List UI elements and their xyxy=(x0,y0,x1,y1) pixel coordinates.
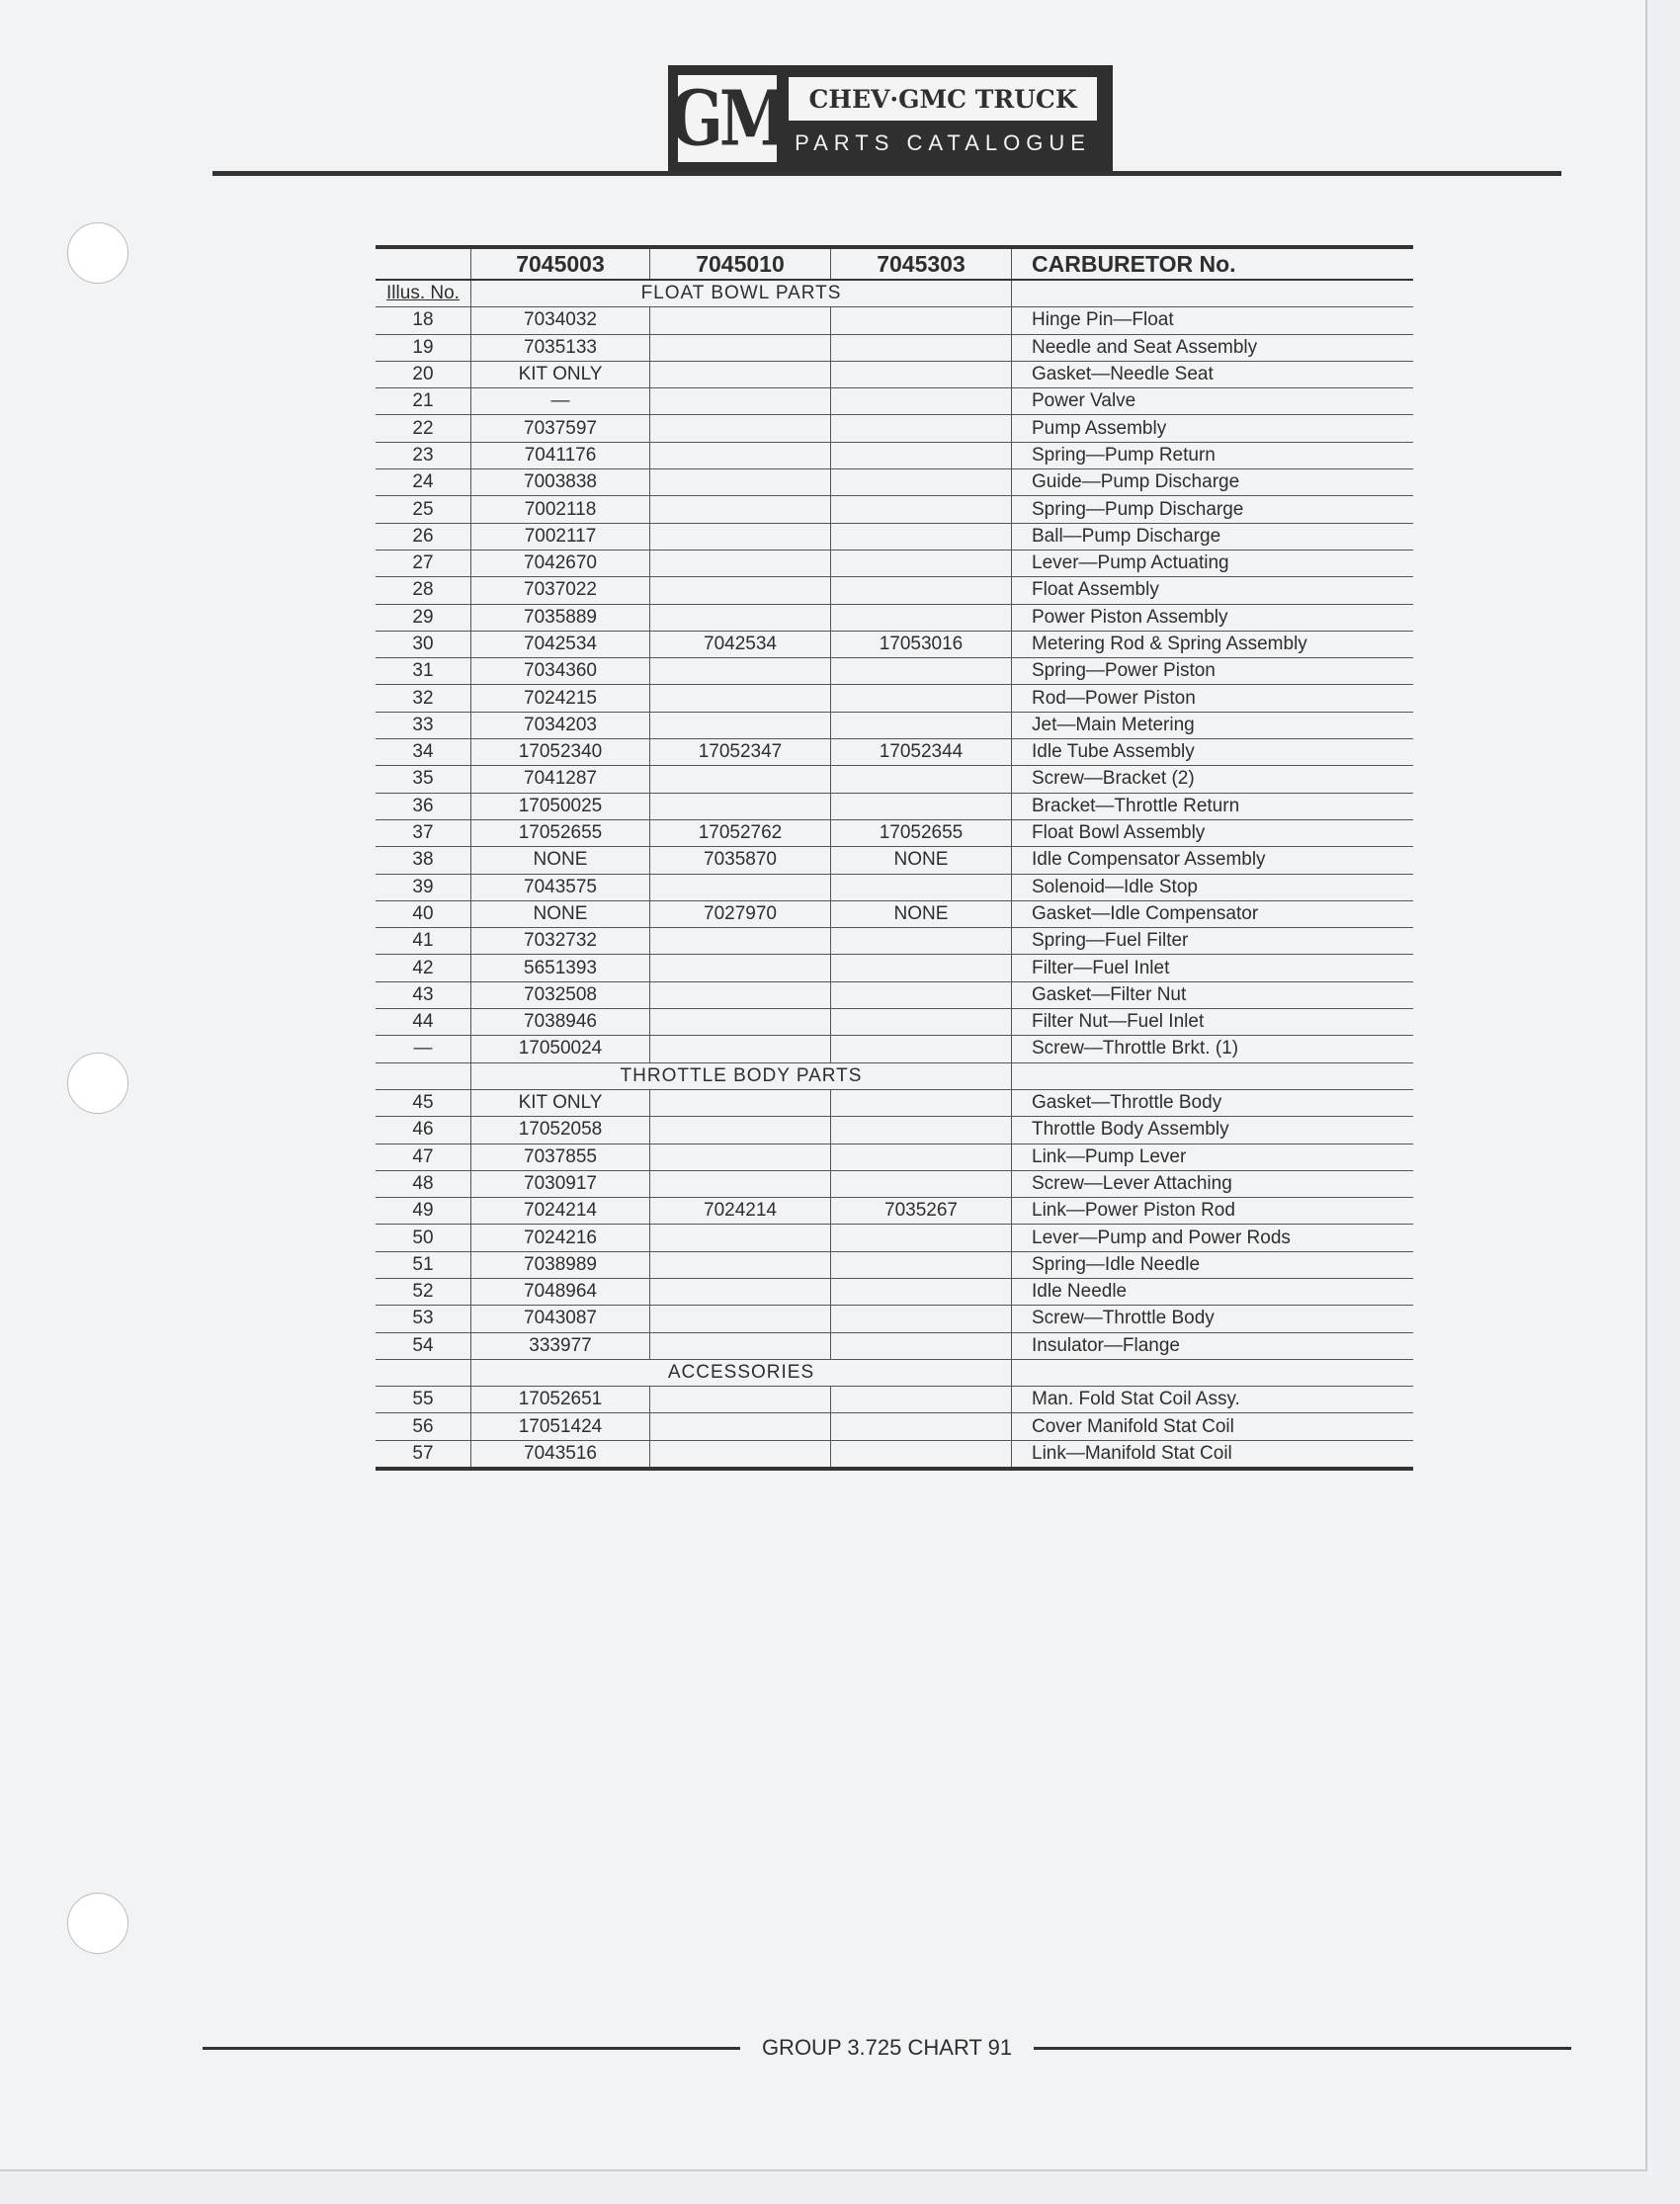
illus-no-cell: 44 xyxy=(376,1009,471,1036)
part-7045010-cell: 17052762 xyxy=(650,819,831,846)
illus-no-cell: 18 xyxy=(376,307,471,334)
part-7045010-cell xyxy=(650,550,831,576)
illus-no-cell: 42 xyxy=(376,955,471,981)
part-7045003-cell: 17051424 xyxy=(471,1413,650,1440)
section-right-cell xyxy=(1012,1062,1414,1089)
part-7045010-cell xyxy=(650,496,831,523)
part-7045303-cell xyxy=(831,1036,1012,1062)
description-cell: Cover Manifold Stat Coil xyxy=(1012,1413,1414,1440)
table-row xyxy=(376,1413,1413,1440)
description-cell: Idle Needle xyxy=(1012,1278,1414,1305)
illus-no-cell: 32 xyxy=(376,685,471,712)
part-7045010-cell xyxy=(650,658,831,685)
part-7045303-cell xyxy=(831,604,1012,631)
section-left-cell xyxy=(376,1062,471,1089)
table-row xyxy=(376,1009,1413,1036)
part-7045003-cell: 17050024 xyxy=(471,1036,650,1062)
description-cell: Power Valve xyxy=(1012,388,1414,415)
part-7045303-cell xyxy=(831,955,1012,981)
part-7045003-cell: 7035889 xyxy=(471,604,650,631)
part-7045010-cell xyxy=(650,604,831,631)
description-cell: Screw—Bracket (2) xyxy=(1012,766,1414,793)
part-7045010-cell xyxy=(650,928,831,955)
footer-label: GROUP 3.725 CHART 91 xyxy=(761,2035,1013,2060)
part-7045003-cell: 7024216 xyxy=(471,1225,650,1251)
description-cell: Solenoid—Idle Stop xyxy=(1012,874,1414,900)
illus-no-cell: 27 xyxy=(376,550,471,576)
part-7045003-cell: 17052340 xyxy=(471,739,650,766)
gm-logo-text: GM xyxy=(669,74,786,163)
part-7045010-cell: 7042534 xyxy=(650,631,831,657)
page-footer xyxy=(203,2028,1571,2068)
part-7045010-cell xyxy=(650,1089,831,1116)
description-cell: Link—Power Piston Rod xyxy=(1012,1198,1414,1225)
table-row xyxy=(376,1278,1413,1305)
part-7045010-cell: 7024214 xyxy=(650,1198,831,1225)
description-cell: Link—Manifold Stat Coil xyxy=(1012,1440,1414,1469)
table-row xyxy=(376,550,1413,576)
description-cell: Needle and Seat Assembly xyxy=(1012,334,1414,361)
description-cell: Metering Rod & Spring Assembly xyxy=(1012,631,1414,657)
table-row xyxy=(376,981,1413,1008)
part-7045010-cell xyxy=(650,1225,831,1251)
illus-no-cell: 38 xyxy=(376,847,471,874)
part-7045003-cell: 17052058 xyxy=(471,1117,650,1144)
part-7045003-cell: 7043575 xyxy=(471,874,650,900)
part-7045003-cell: 7038946 xyxy=(471,1009,650,1036)
illus-no-cell: 39 xyxy=(376,874,471,900)
description-cell: Bracket—Throttle Return xyxy=(1012,793,1414,819)
part-7045003-cell: 17052655 xyxy=(471,819,650,846)
part-7045303-cell: NONE xyxy=(831,847,1012,874)
part-7045010-cell xyxy=(650,1170,831,1197)
part-7045303-cell xyxy=(831,981,1012,1008)
footer-rule-left xyxy=(203,2047,740,2050)
part-7045010-cell xyxy=(650,1117,831,1144)
illus-no-cell: 20 xyxy=(376,361,471,387)
part-7045003-cell: NONE xyxy=(471,900,650,927)
part-7045303-cell xyxy=(831,874,1012,900)
section-row xyxy=(376,1062,1413,1089)
part-7045003-cell: 7034203 xyxy=(471,712,650,738)
part-7045003-cell: 7037855 xyxy=(471,1144,650,1170)
part-7045010-cell: 17052347 xyxy=(650,739,831,766)
part-7045003-cell: 7024215 xyxy=(471,685,650,712)
table-row xyxy=(376,388,1413,415)
illus-no-cell: 34 xyxy=(376,739,471,766)
part-7045003-cell: — xyxy=(471,388,650,415)
section-left-cell: Illus. No. xyxy=(376,280,471,307)
part-7045303-cell xyxy=(831,793,1012,819)
table-row xyxy=(376,928,1413,955)
table-row xyxy=(376,1036,1413,1062)
description-cell: Link—Pump Lever xyxy=(1012,1144,1414,1170)
description-cell: Spring—Fuel Filter xyxy=(1012,928,1414,955)
part-7045010-cell xyxy=(650,955,831,981)
part-7045303-cell: 17052655 xyxy=(831,819,1012,846)
part-7045303-cell xyxy=(831,712,1012,738)
table-row xyxy=(376,1144,1413,1170)
part-7045303-cell xyxy=(831,1413,1012,1440)
part-7045303-cell xyxy=(831,496,1012,523)
part-7045010-cell xyxy=(650,766,831,793)
description-cell: Screw—Lever Attaching xyxy=(1012,1170,1414,1197)
part-7045003-cell: 7024214 xyxy=(471,1198,650,1225)
description-cell: Spring—Idle Needle xyxy=(1012,1251,1414,1278)
description-cell: Idle Tube Assembly xyxy=(1012,739,1414,766)
binder-hole-middle xyxy=(67,1053,128,1114)
description-cell: Idle Compensator Assembly xyxy=(1012,847,1414,874)
part-7045010-cell xyxy=(650,523,831,550)
description-cell: Power Piston Assembly xyxy=(1012,604,1414,631)
table-row xyxy=(376,496,1413,523)
section-title: FLOAT BOWL PARTS xyxy=(471,280,1012,307)
gm-logo xyxy=(669,74,786,163)
description-cell: Spring—Pump Discharge xyxy=(1012,496,1414,523)
part-7045010-cell xyxy=(650,1144,831,1170)
illus-no-cell: 29 xyxy=(376,604,471,631)
table-row xyxy=(376,900,1413,927)
part-7045303-cell xyxy=(831,928,1012,955)
illus-no-cell: 55 xyxy=(376,1387,471,1413)
col-header-7045303: 7045303 xyxy=(831,247,1012,280)
illus-no-cell: 30 xyxy=(376,631,471,657)
table-row xyxy=(376,685,1413,712)
illus-no-cell: 23 xyxy=(376,442,471,468)
part-7045303-cell xyxy=(831,1089,1012,1116)
illus-no-cell: 28 xyxy=(376,577,471,604)
illus-no-cell: 40 xyxy=(376,900,471,927)
part-7045303-cell xyxy=(831,766,1012,793)
part-7045003-cell: 7034032 xyxy=(471,307,650,334)
part-7045003-cell: 7002117 xyxy=(471,523,650,550)
part-7045010-cell xyxy=(650,712,831,738)
header-rule xyxy=(212,171,1561,176)
description-cell: Gasket—Filter Nut xyxy=(1012,981,1414,1008)
section-right-cell xyxy=(1012,1359,1414,1386)
description-cell: Screw—Throttle Body xyxy=(1012,1306,1414,1332)
description-cell: Lever—Pump and Power Rods xyxy=(1012,1225,1414,1251)
part-7045003-cell: 7042670 xyxy=(471,550,650,576)
illus-no-cell: 51 xyxy=(376,1251,471,1278)
part-7045003-cell: 5651393 xyxy=(471,955,650,981)
table-row xyxy=(376,1170,1413,1197)
binder-hole-bottom xyxy=(67,1893,128,1954)
part-7045303-cell xyxy=(831,1387,1012,1413)
part-7045010-cell xyxy=(650,469,831,496)
col-header-7045003: 7045003 xyxy=(471,247,650,280)
part-7045003-cell: 17050025 xyxy=(471,793,650,819)
table-row xyxy=(376,604,1413,631)
table-row xyxy=(376,874,1413,900)
footer-rule-right xyxy=(1034,2047,1571,2050)
table-header-row xyxy=(376,247,1413,280)
table-row xyxy=(376,415,1413,442)
table-row xyxy=(376,307,1413,334)
part-7045010-cell xyxy=(650,415,831,442)
description-cell: Float Assembly xyxy=(1012,577,1414,604)
col-header-blank xyxy=(376,247,471,280)
part-7045303-cell xyxy=(831,361,1012,387)
section-left-cell xyxy=(376,1359,471,1386)
part-7045003-cell: 7043087 xyxy=(471,1306,650,1332)
section-title: ACCESSORIES xyxy=(471,1359,1012,1386)
part-7045303-cell xyxy=(831,1009,1012,1036)
part-7045003-cell: KIT ONLY xyxy=(471,1089,650,1116)
table-row xyxy=(376,631,1413,657)
description-cell: Filter Nut—Fuel Inlet xyxy=(1012,1009,1414,1036)
part-7045003-cell: 7041287 xyxy=(471,766,650,793)
description-cell: Guide—Pump Discharge xyxy=(1012,469,1414,496)
table-row xyxy=(376,334,1413,361)
part-7045003-cell: 7037597 xyxy=(471,415,650,442)
part-7045303-cell xyxy=(831,1278,1012,1305)
description-cell: Man. Fold Stat Coil Assy. xyxy=(1012,1387,1414,1413)
part-7045003-cell: 7003838 xyxy=(471,469,650,496)
description-cell: Gasket—Needle Seat xyxy=(1012,361,1414,387)
section-right-cell xyxy=(1012,280,1414,307)
part-7045010-cell xyxy=(650,388,831,415)
part-7045010-cell xyxy=(650,981,831,1008)
illus-no-cell: 57 xyxy=(376,1440,471,1469)
table-row xyxy=(376,819,1413,846)
description-cell: Rod—Power Piston xyxy=(1012,685,1414,712)
illus-no-cell: 43 xyxy=(376,981,471,1008)
part-7045303-cell: NONE xyxy=(831,900,1012,927)
part-7045010-cell xyxy=(650,1413,831,1440)
part-7045303-cell xyxy=(831,550,1012,576)
table-row xyxy=(376,469,1413,496)
part-7045003-cell: 7043516 xyxy=(471,1440,650,1469)
table-row xyxy=(376,955,1413,981)
illus-no-cell: 35 xyxy=(376,766,471,793)
part-7045003-cell: KIT ONLY xyxy=(471,361,650,387)
part-7045010-cell xyxy=(650,577,831,604)
illus-no-cell: 37 xyxy=(376,819,471,846)
description-cell: Ball—Pump Discharge xyxy=(1012,523,1414,550)
part-7045003-cell: NONE xyxy=(471,847,650,874)
part-7045003-cell: 7034360 xyxy=(471,658,650,685)
part-7045010-cell xyxy=(650,307,831,334)
part-7045010-cell xyxy=(650,685,831,712)
illus-no-cell: 26 xyxy=(376,523,471,550)
table-row xyxy=(376,523,1413,550)
table-row xyxy=(376,577,1413,604)
illus-no-cell: 53 xyxy=(376,1306,471,1332)
part-7045010-cell xyxy=(650,793,831,819)
part-7045303-cell xyxy=(831,334,1012,361)
part-7045303-cell xyxy=(831,442,1012,468)
description-cell: Pump Assembly xyxy=(1012,415,1414,442)
part-7045010-cell: 7035870 xyxy=(650,847,831,874)
part-7045303-cell xyxy=(831,1251,1012,1278)
part-7045303-cell: 7035267 xyxy=(831,1198,1012,1225)
table-row xyxy=(376,1225,1413,1251)
part-7045010-cell xyxy=(650,1251,831,1278)
illus-no-cell: 25 xyxy=(376,496,471,523)
part-7045010-cell xyxy=(650,442,831,468)
table-row xyxy=(376,361,1413,387)
part-7045003-cell: 7002118 xyxy=(471,496,650,523)
part-7045303-cell xyxy=(831,658,1012,685)
part-7045003-cell: 7048964 xyxy=(471,1278,650,1305)
illus-no-cell: 31 xyxy=(376,658,471,685)
part-7045003-cell: 7032508 xyxy=(471,981,650,1008)
part-7045003-cell: 7032732 xyxy=(471,928,650,955)
part-7045303-cell xyxy=(831,523,1012,550)
binder-hole-top xyxy=(67,222,128,284)
section-row xyxy=(376,280,1413,307)
description-cell: Float Bowl Assembly xyxy=(1012,819,1414,846)
part-7045303-cell xyxy=(831,1170,1012,1197)
description-cell: Throttle Body Assembly xyxy=(1012,1117,1414,1144)
part-7045010-cell xyxy=(650,1306,831,1332)
table-row xyxy=(376,1089,1413,1116)
section-title: THROTTLE BODY PARTS xyxy=(471,1062,1012,1089)
table-row xyxy=(376,712,1413,738)
description-cell: Filter—Fuel Inlet xyxy=(1012,955,1414,981)
description-cell: Gasket—Throttle Body xyxy=(1012,1089,1414,1116)
description-cell: Insulator—Flange xyxy=(1012,1332,1414,1359)
col-header-carburetor: CARBURETOR No. xyxy=(1012,247,1414,280)
part-7045003-cell: 7038989 xyxy=(471,1251,650,1278)
part-7045010-cell xyxy=(650,1440,831,1469)
gm-logo-header xyxy=(668,65,1113,172)
part-7045303-cell xyxy=(831,1332,1012,1359)
table-row xyxy=(376,766,1413,793)
part-7045010-cell xyxy=(650,334,831,361)
part-7045003-cell: 7035133 xyxy=(471,334,650,361)
table-row xyxy=(376,1251,1413,1278)
part-7045010-cell xyxy=(650,1387,831,1413)
illus-no-cell: 56 xyxy=(376,1413,471,1440)
part-7045303-cell xyxy=(831,685,1012,712)
table-row xyxy=(376,847,1413,874)
part-7045003-cell: 7037022 xyxy=(471,577,650,604)
part-7045003-cell: 17052651 xyxy=(471,1387,650,1413)
part-7045010-cell xyxy=(650,1332,831,1359)
part-7045010-cell: 7027970 xyxy=(650,900,831,927)
brand-title: CHEV·GMC TRUCK xyxy=(789,77,1097,121)
table-row xyxy=(376,739,1413,766)
parts-table xyxy=(376,245,1413,1471)
part-7045303-cell xyxy=(831,388,1012,415)
part-7045303-cell xyxy=(831,577,1012,604)
illus-no-cell: 48 xyxy=(376,1170,471,1197)
catalogue-subtitle: PARTS CATALOGUE xyxy=(795,130,1091,155)
part-7045303-cell xyxy=(831,1306,1012,1332)
illus-no-cell: 24 xyxy=(376,469,471,496)
part-7045303-cell xyxy=(831,415,1012,442)
part-7045303-cell xyxy=(831,1117,1012,1144)
illus-no-cell: 22 xyxy=(376,415,471,442)
table-row xyxy=(376,1387,1413,1413)
section-row xyxy=(376,1359,1413,1386)
part-7045003-cell: 7042534 xyxy=(471,631,650,657)
part-7045303-cell xyxy=(831,469,1012,496)
illus-no-cell: 33 xyxy=(376,712,471,738)
col-header-7045010: 7045010 xyxy=(650,247,831,280)
description-cell: Screw—Throttle Brkt. (1) xyxy=(1012,1036,1414,1062)
part-7045010-cell xyxy=(650,1278,831,1305)
illus-no-cell: 52 xyxy=(376,1278,471,1305)
illus-no-cell: 19 xyxy=(376,334,471,361)
description-cell: Lever—Pump Actuating xyxy=(1012,550,1414,576)
table-row xyxy=(376,1198,1413,1225)
description-cell: Hinge Pin—Float xyxy=(1012,307,1414,334)
table-row xyxy=(376,793,1413,819)
description-cell: Spring—Power Piston xyxy=(1012,658,1414,685)
part-7045010-cell xyxy=(650,1036,831,1062)
table-row xyxy=(376,1332,1413,1359)
table-row xyxy=(376,658,1413,685)
part-7045010-cell xyxy=(650,1009,831,1036)
illus-no-cell: 41 xyxy=(376,928,471,955)
part-7045003-cell: 7030917 xyxy=(471,1170,650,1197)
part-7045303-cell: 17052344 xyxy=(831,739,1012,766)
part-7045010-cell xyxy=(650,874,831,900)
part-7045303-cell: 17053016 xyxy=(831,631,1012,657)
table-row xyxy=(376,1306,1413,1332)
table-row xyxy=(376,1117,1413,1144)
illus-no-cell: 45 xyxy=(376,1089,471,1116)
description-cell: Jet—Main Metering xyxy=(1012,712,1414,738)
illus-no-cell: 46 xyxy=(376,1117,471,1144)
description-cell: Gasket—Idle Compensator xyxy=(1012,900,1414,927)
part-7045303-cell xyxy=(831,1144,1012,1170)
table-row xyxy=(376,442,1413,468)
illus-no-cell: 36 xyxy=(376,793,471,819)
part-7045010-cell xyxy=(650,361,831,387)
part-7045303-cell xyxy=(831,1225,1012,1251)
illus-no-cell: 21 xyxy=(376,388,471,415)
illus-no-cell: — xyxy=(376,1036,471,1062)
description-cell: Spring—Pump Return xyxy=(1012,442,1414,468)
illus-no-cell: 50 xyxy=(376,1225,471,1251)
part-7045003-cell: 7041176 xyxy=(471,442,650,468)
table-row xyxy=(376,1440,1413,1469)
part-7045303-cell xyxy=(831,1440,1012,1469)
illus-no-cell: 47 xyxy=(376,1144,471,1170)
part-7045003-cell: 333977 xyxy=(471,1332,650,1359)
part-7045303-cell xyxy=(831,307,1012,334)
illus-no-cell: 49 xyxy=(376,1198,471,1225)
illus-no-cell: 54 xyxy=(376,1332,471,1359)
